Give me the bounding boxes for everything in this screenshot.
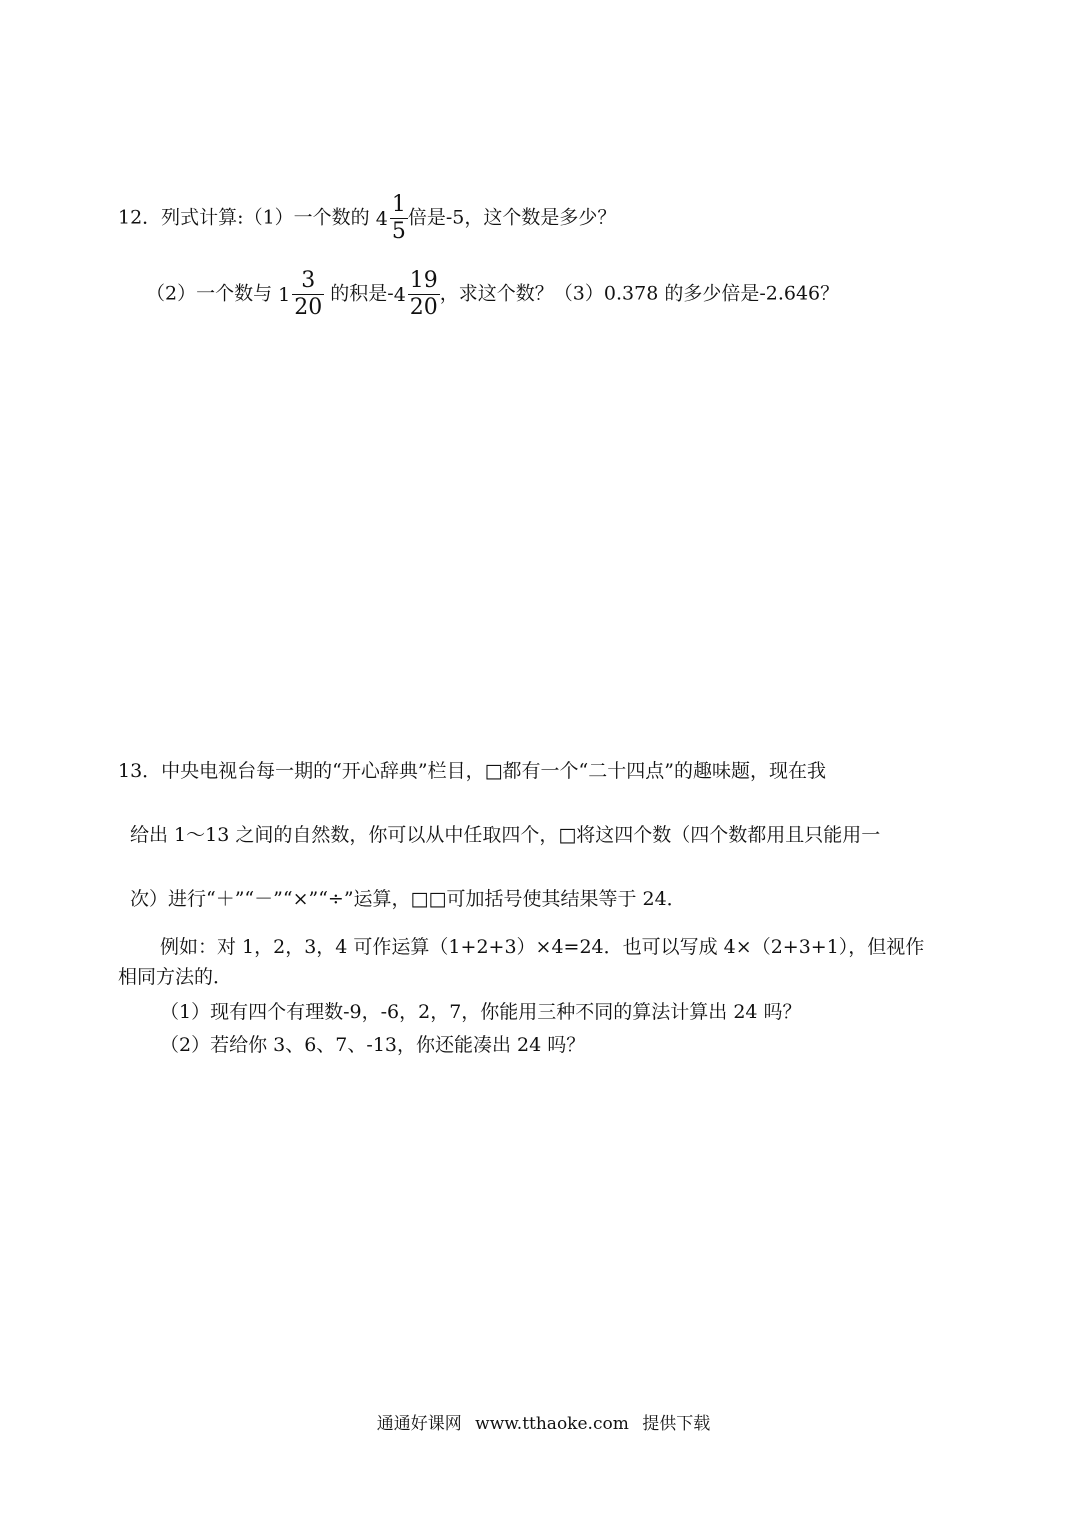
footer-suffix: 提供下载 (642, 1414, 711, 1434)
fraction-numerator: 19 (409, 268, 438, 293)
mixed-number-4-1-5 (376, 192, 408, 245)
mixed-whole: 4 (375, 207, 388, 230)
q13-sub-question-2: （2）若给你 3、6、7、-13，你还能凑出 24 吗？ (160, 1034, 586, 1056)
mixed-whole: 4 (393, 283, 406, 306)
mixed-number-4-19-20 (394, 268, 440, 321)
fraction-denominator: 5 (391, 219, 406, 244)
q13-line-2: 给出 1～13 之间的自然数，你可以从中任取四个，□将这四个数（四个数都用且只能用一 (130, 824, 881, 846)
fraction-numerator: 3 (301, 268, 316, 293)
fraction (390, 192, 408, 245)
q13-example-line-1: 例如：对 1，2，3，4 可作运算（1+2+3）×4=24．也可以写成 4×（2+3+1），但视作 (160, 936, 925, 958)
q12-part2-mid: 的积是- (324, 282, 394, 305)
q13-example-line-2: 相同方法的． (118, 966, 233, 988)
footer-url[interactable]: www.tthaoke.com (475, 1414, 629, 1434)
fraction-denominator: 20 (409, 295, 438, 320)
fraction-denominator: 20 (294, 295, 323, 320)
q12-label: 12．列式计算:（1）一个数的 (118, 206, 376, 229)
q12-part2-tail: ，求这个数？（3）0.378 的多少倍是-2.646？ (439, 282, 840, 305)
q13-sub-question-1: （1）现有四个有理数-9，-6，2，7，你能用三种不同的算法计算出 24 吗？ (160, 1001, 802, 1023)
fraction (408, 268, 440, 321)
fraction-numerator: 1 (391, 192, 406, 217)
q12-part1-tail: 倍是-5，这个数是多少？ (407, 206, 617, 229)
footer-site-name: 通通好课网 (376, 1414, 462, 1434)
mixed-number-1-3-20 (278, 268, 324, 321)
q12-line-2 (146, 268, 839, 321)
q13-line-3: 次）进行“＋”“－”“×”“÷”运算，□□可加括号使其结果等于 24． (130, 888, 686, 910)
page-footer (0, 1409, 1087, 1434)
q12-part2-head: （2）一个数与 (146, 282, 279, 305)
q12-line-1 (118, 192, 616, 245)
fraction (292, 268, 324, 321)
mixed-whole: 1 (278, 283, 291, 306)
q13-line-1: 13．中央电视台每一期的“开心辞典”栏目，□都有一个“二十四点”的趣味题，现在我 (118, 760, 826, 782)
